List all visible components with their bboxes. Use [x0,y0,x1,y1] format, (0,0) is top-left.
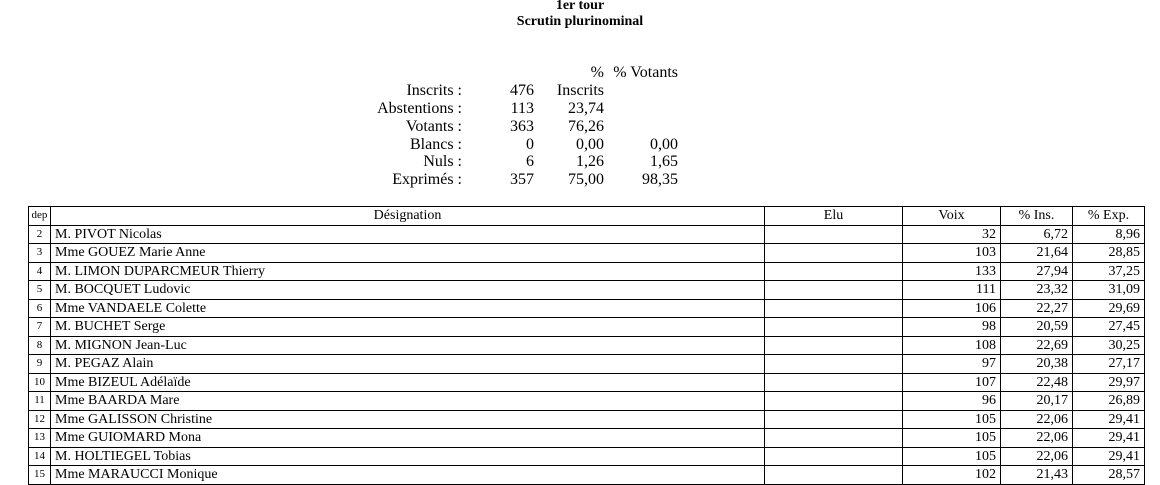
cell-voix: 105 [903,447,1001,466]
summary-row [0,153,1160,171]
cell-pct-ins: 20,38 [1001,355,1073,374]
cell-elu [765,466,903,485]
cell-dep: 2 [29,225,51,244]
summary-pct-inscrits: 76,26 [568,118,604,135]
col-header-pct-ins: % Ins. [1001,207,1073,226]
cell-dep: 7 [29,318,51,337]
cell-dep: 13 [29,429,51,448]
summary-pct-inscrits: 23,74 [568,100,604,117]
cell-pct-exp: 31,09 [1073,281,1145,300]
cell-pct-ins: 21,43 [1001,466,1073,485]
table-row [29,299,1145,318]
cell-designation: Mme GUIOMARD Mona [51,429,765,448]
col-header-designation: Désignation [51,207,765,226]
cell-designation: M. PIVOT Nicolas [51,225,765,244]
cell-designation: Mme BIZEUL Adélaïde [51,373,765,392]
cell-pct-ins: 23,32 [1001,281,1073,300]
summary-value: 357 [510,171,534,188]
summary-col-pct-inscrits: % Inscrits [556,64,604,99]
cell-designation: Mme VANDAELE Colette [51,299,765,318]
cell-voix: 108 [903,336,1001,355]
cell-pct-ins: 20,59 [1001,318,1073,337]
cell-voix: 103 [903,244,1001,263]
cell-pct-exp: 28,85 [1073,244,1145,263]
summary-pct-inscrits: 75,00 [568,171,604,188]
cell-pct-exp: 37,25 [1073,262,1145,281]
summary-pct-inscrits: 1,26 [576,153,604,170]
cell-pct-exp: 26,89 [1073,392,1145,411]
summary-pct-votants: 98,35 [642,171,678,188]
summary-label: Exprimés : [392,171,462,188]
cell-pct-exp: 27,45 [1073,318,1145,337]
cell-pct-exp: 29,41 [1073,410,1145,429]
cell-dep: 3 [29,244,51,263]
cell-voix: 105 [903,429,1001,448]
cell-dep: 14 [29,447,51,466]
ballot-type-title: Scrutin plurinominal [516,14,644,29]
cell-pct-ins: 22,27 [1001,299,1073,318]
cell-dep: 11 [29,392,51,411]
cell-pct-ins: 22,06 [1001,429,1073,448]
cell-voix: 111 [903,281,1001,300]
summary-value: 6 [526,153,534,170]
summary-pct-votants: 1,65 [650,153,678,170]
cell-pct-ins: 27,94 [1001,262,1073,281]
cell-dep: 15 [29,466,51,485]
summary-label: Votants : [405,118,462,135]
summary-row [0,171,1160,189]
cell-pct-exp: 29,41 [1073,447,1145,466]
table-row [29,447,1145,466]
summary-value: 0 [526,136,534,153]
summary-value: 363 [510,118,534,135]
cell-pct-ins: 21,64 [1001,244,1073,263]
cell-dep: 9 [29,355,51,374]
summary-value: 476 [510,82,534,99]
cell-voix: 107 [903,373,1001,392]
cell-pct-ins: 22,48 [1001,373,1073,392]
cell-pct-exp: 29,69 [1073,299,1145,318]
cell-pct-exp: 29,41 [1073,429,1145,448]
cell-elu [765,262,903,281]
summary-row [0,100,1160,118]
cell-designation: M. BUCHET Serge [51,318,765,337]
table-row [29,281,1145,300]
table-row [29,225,1145,244]
summary-pct-votants: 0,00 [650,136,678,153]
summary-label: Abstentions : [377,100,462,117]
cell-pct-exp: 30,25 [1073,336,1145,355]
cell-elu [765,355,903,374]
cell-designation: M. LIMON DUPARCMEUR Thierry [51,262,765,281]
cell-pct-ins: 20,17 [1001,392,1073,411]
col-header-dep: dep [29,207,51,226]
cell-pct-exp: 27,17 [1073,355,1145,374]
cell-designation: M. PEGAZ Alain [51,355,765,374]
table-row [29,336,1145,355]
col-header-voix: Voix [903,207,1001,226]
table-row [29,392,1145,411]
table-row [29,373,1145,392]
summary-label: Blancs : [410,136,462,153]
summary-row [0,82,1160,100]
cell-elu [765,281,903,300]
cell-designation: Mme GALISSON Christine [51,410,765,429]
cell-designation: M. BOCQUET Ludovic [51,281,765,300]
cell-pct-exp: 29,97 [1073,373,1145,392]
cell-designation: Mme GOUEZ Marie Anne [51,244,765,263]
results-header-row [29,207,1145,226]
table-row [29,429,1145,448]
cell-pct-exp: 8,96 [1073,225,1145,244]
cell-dep: 5 [29,281,51,300]
cell-elu [765,244,903,263]
col-header-pct-exp: % Exp. [1073,207,1145,226]
round-title: 1er tour [555,0,605,13]
cell-elu [765,373,903,392]
cell-dep: 10 [29,373,51,392]
summary-row [0,136,1160,154]
cell-voix: 133 [903,262,1001,281]
cell-dep: 6 [29,299,51,318]
cell-voix: 32 [903,225,1001,244]
cell-elu [765,299,903,318]
summary-label: Inscrits : [406,82,462,99]
table-row [29,466,1145,485]
table-row [29,410,1145,429]
cell-voix: 97 [903,355,1001,374]
cell-pct-ins: 6,72 [1001,225,1073,244]
cell-designation: M. MIGNON Jean-Luc [51,336,765,355]
table-row [29,355,1145,374]
cell-elu [765,318,903,337]
cell-voix: 105 [903,410,1001,429]
cell-elu [765,336,903,355]
cell-voix: 96 [903,392,1001,411]
summary-pct-inscrits: 0,00 [576,136,604,153]
results-table [28,206,1145,485]
cell-voix: 106 [903,299,1001,318]
summary-row [0,118,1160,136]
summary-col-pct-votants: % Votants [613,64,678,81]
cell-dep: 12 [29,410,51,429]
cell-dep: 4 [29,262,51,281]
summary-value: 113 [510,100,534,117]
table-row [29,262,1145,281]
table-row [29,244,1145,263]
cell-elu [765,447,903,466]
cell-designation: Mme BAARDA Mare [51,392,765,411]
cell-designation: Mme MARAUCCI Monique [51,466,765,485]
cell-pct-ins: 22,06 [1001,447,1073,466]
cell-pct-ins: 22,69 [1001,336,1073,355]
table-row [29,318,1145,337]
cell-voix: 102 [903,466,1001,485]
cell-elu [765,225,903,244]
cell-voix: 98 [903,318,1001,337]
cell-dep: 8 [29,336,51,355]
cell-elu [765,429,903,448]
col-header-elu: Elu [765,207,903,226]
cell-pct-ins: 22,06 [1001,410,1073,429]
cell-elu [765,410,903,429]
cell-pct-exp: 28,57 [1073,466,1145,485]
cell-elu [765,392,903,411]
cell-designation: M. HOLTIEGEL Tobias [51,447,765,466]
summary-label: Nuls : [423,153,462,170]
